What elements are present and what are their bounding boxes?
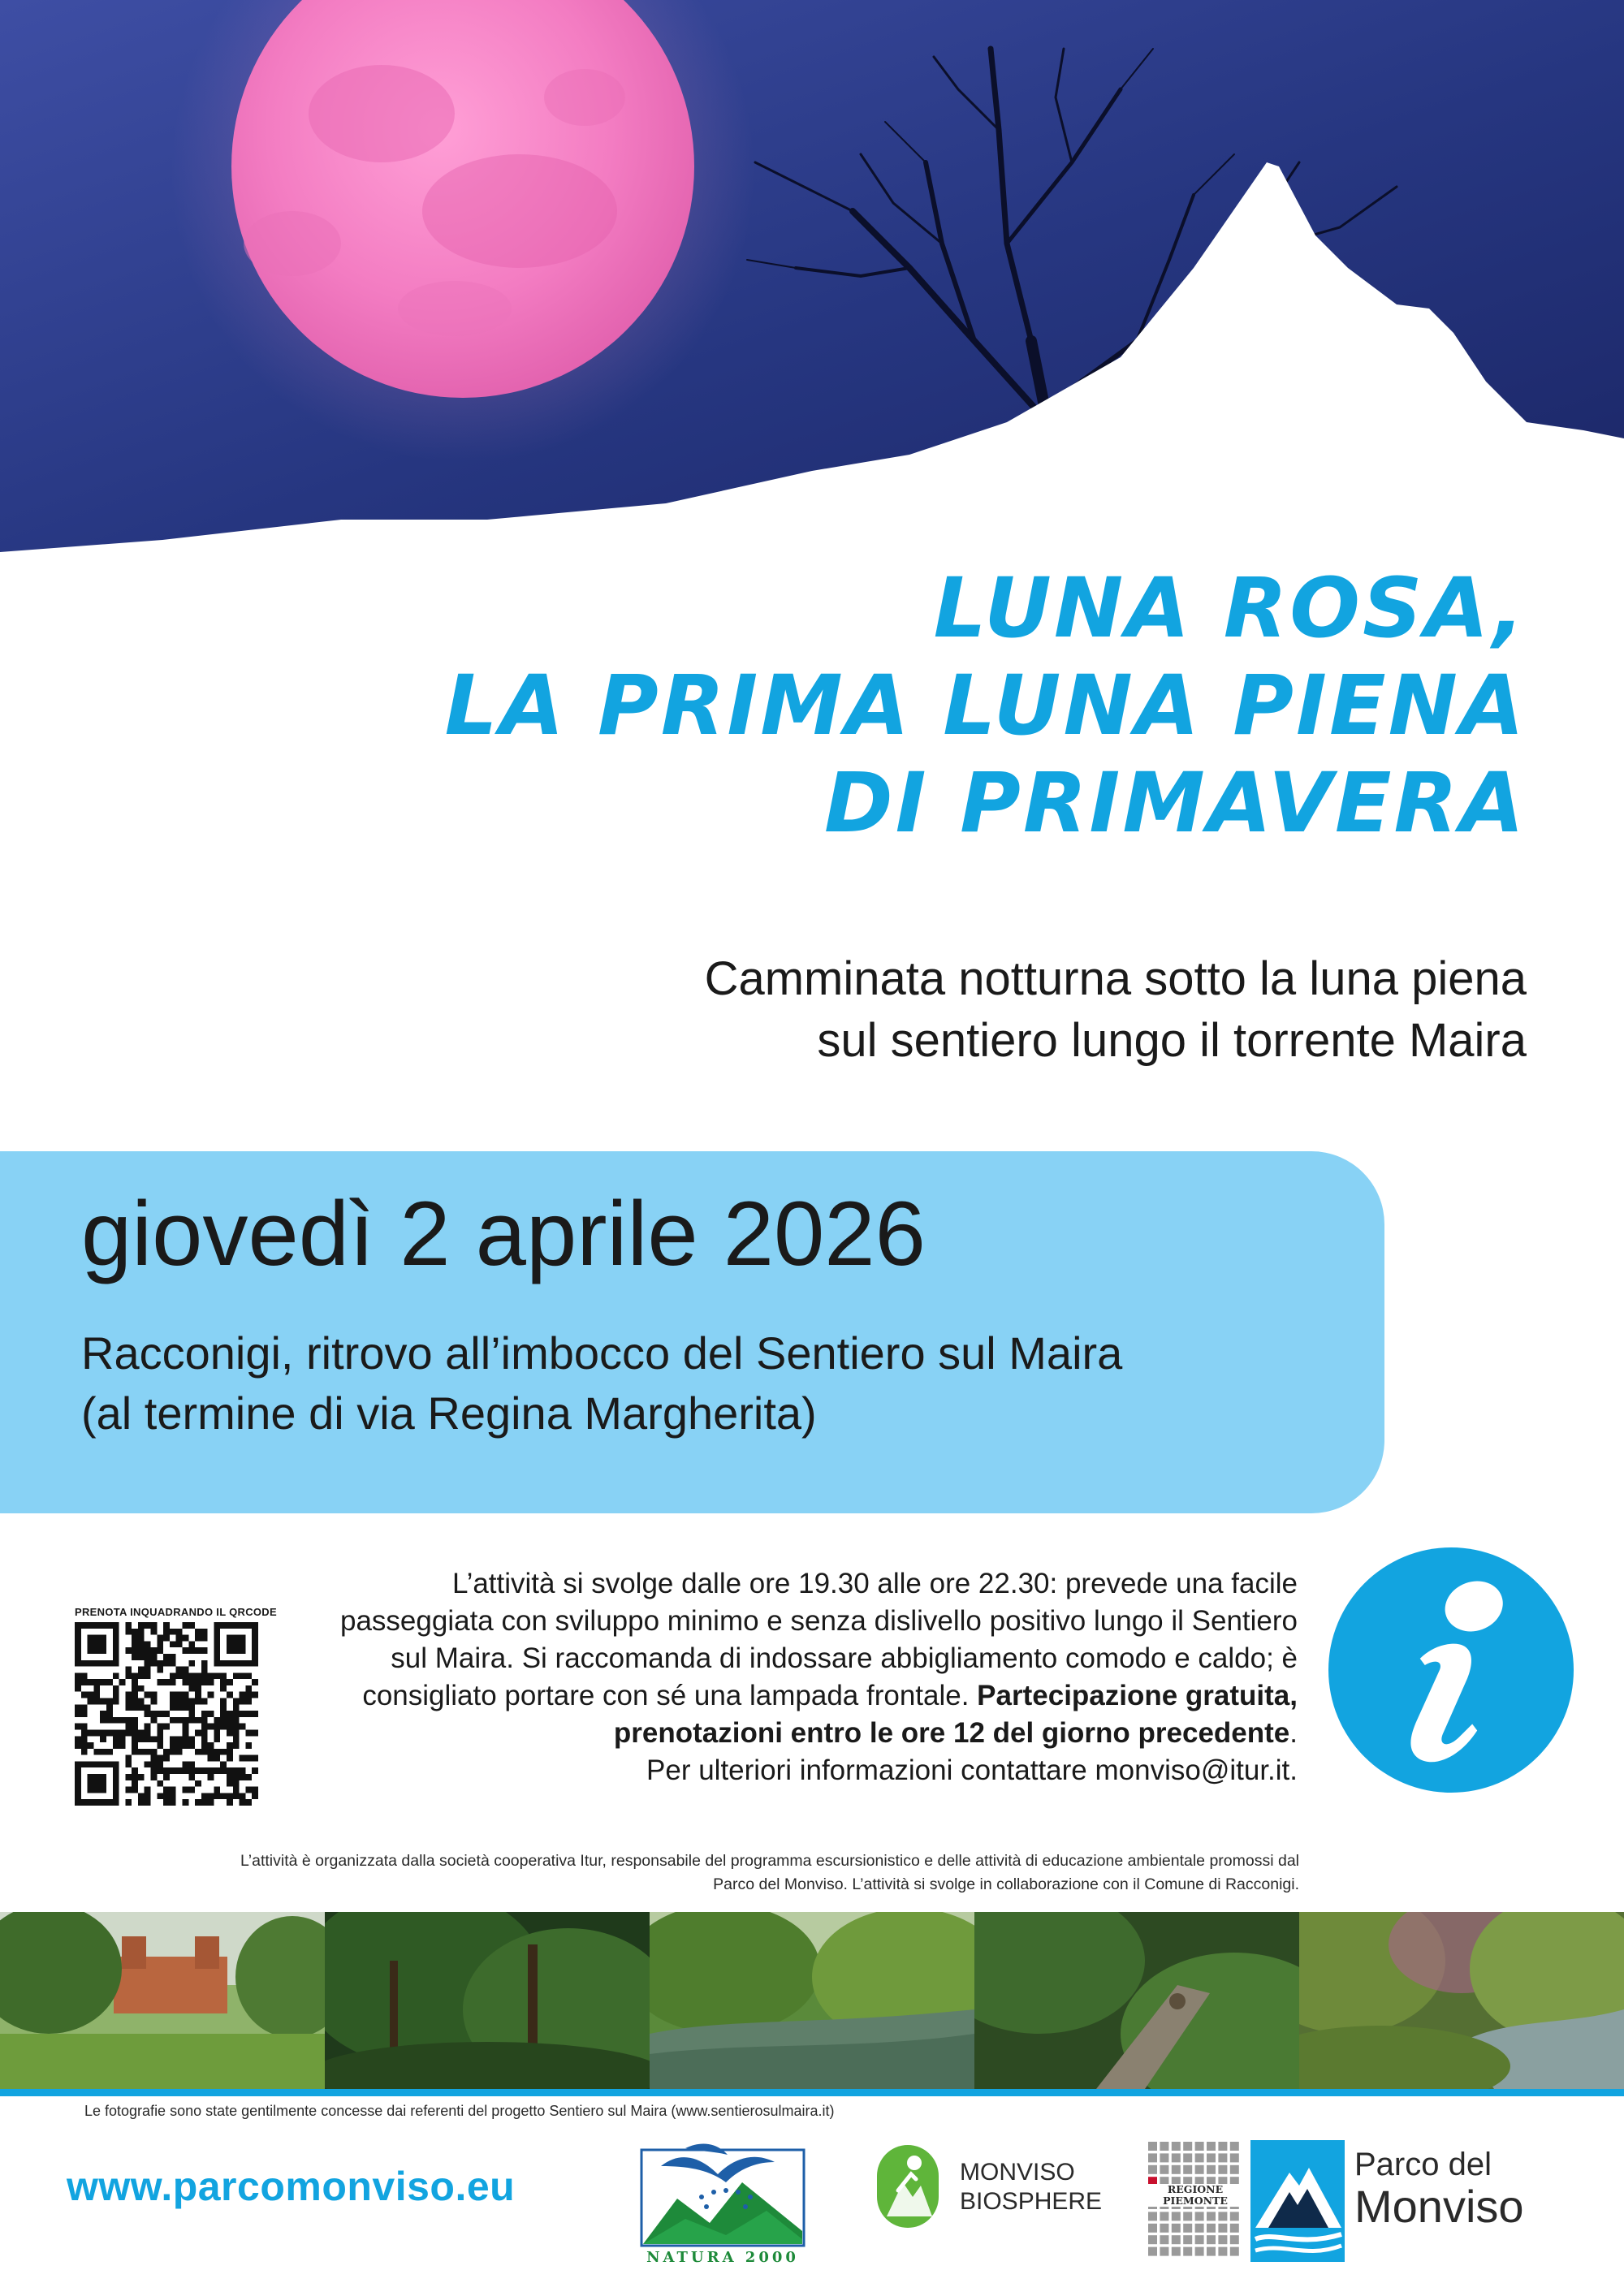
- info-line: passeggiata con sviluppo minimo e senza dislivello positivo lungo il Sentiero: [340, 1605, 1298, 1637]
- monviso-biosphere-label: [960, 2158, 1102, 2216]
- biosphere-line: MONVISO: [960, 2159, 1075, 2186]
- photo-strip: [0, 1912, 1624, 2089]
- info-text: .: [1289, 1717, 1298, 1749]
- photo-credit: Le fotografie sono state gentilmente concesse dai referenti del progetto Sentiero sul Maira (www.sentierosulmaira.it): [84, 2103, 835, 2119]
- credits-line: L’attività è organizzata dalla società cooperativa Itur, responsabile del programma escursionistico e delle attività di educazione ambientale promossi dal: [240, 1852, 1299, 1870]
- info-icon: [1328, 1547, 1574, 1793]
- info-highlight: Partecipazione gratuita,: [977, 1680, 1298, 1711]
- event-date: giovedì 2 aprile 2026: [81, 1183, 926, 1284]
- parco-line: Monviso: [1354, 2181, 1524, 2232]
- title-line: LUNA ROSA,: [933, 560, 1527, 657]
- qr-label: PRENOTA INQUADRANDO IL QRCODE: [75, 1606, 277, 1618]
- natura-2000-label: NATURA 2000: [646, 2249, 799, 2266]
- info-line: L’attività si svolge dalle ore 19.30 alle ore 22.30: prevede una facile: [452, 1568, 1298, 1599]
- photo-castle-park: [0, 1912, 325, 2089]
- regione-piemonte-label: [1148, 2184, 1242, 2207]
- photo-riverbank: [1299, 1912, 1624, 2089]
- info-line: [292, 1715, 1298, 1752]
- parco-line: Parco del: [1354, 2147, 1492, 2182]
- subtitle-line: Camminata notturna sotto la luna piena: [704, 952, 1527, 1005]
- footer-rule: [0, 2089, 1624, 2096]
- biosphere-line: BIOSPHERE: [960, 2188, 1103, 2215]
- subtitle-line: sul sentiero lungo il torrente Maira: [817, 1014, 1527, 1067]
- regione-line: PIEMONTE: [1163, 2195, 1228, 2207]
- event-location: [81, 1323, 1122, 1444]
- activity-info: [292, 1565, 1298, 1789]
- title-line: LA PRIMA LUNA PIENA: [444, 658, 1527, 754]
- info-contact: Per ulteriori informazioni contattare monviso@itur.it.: [646, 1754, 1298, 1786]
- title-line: DI PRIMAVERA: [824, 755, 1527, 852]
- photo-woods: [325, 1912, 650, 2089]
- organizer-credits: [49, 1849, 1299, 1897]
- info-line: sul Maira. Si raccomanda di indossare abbigliamento comodo e caldo; è: [391, 1642, 1298, 1674]
- location-line: (al termine di via Regina Margherita): [81, 1388, 817, 1439]
- info-text: consigliato portare con sé una lampada frontale.: [362, 1680, 978, 1711]
- photo-river: [650, 1912, 974, 2089]
- info-highlight: prenotazioni entro le ore 12 del giorno precedente: [613, 1717, 1290, 1749]
- info-line: [292, 1677, 1298, 1715]
- monviso-biosphere-logo: [875, 2142, 940, 2231]
- poster-title: [244, 560, 1527, 852]
- photo-boardwalk: [974, 1912, 1299, 2089]
- hero-image: [0, 0, 1624, 552]
- qr-code[interactable]: [75, 1622, 258, 1806]
- regione-line: REGIONE: [1167, 2183, 1224, 2195]
- natura-2000-logo: [637, 2134, 809, 2255]
- credits-line: Parco del Monviso. L’attività si svolge in collaborazione con il Comune di Racconigi.: [713, 1875, 1299, 1893]
- parco-del-monviso-label: [1354, 2147, 1524, 2231]
- poster-subtitle: [406, 948, 1527, 1072]
- parco-del-monviso-logo: [1250, 2140, 1345, 2262]
- location-line: Racconigi, ritrovo all’imbocco del Sentiero sul Maira: [81, 1327, 1123, 1379]
- website-link[interactable]: www.parcomonviso.eu: [67, 2164, 516, 2209]
